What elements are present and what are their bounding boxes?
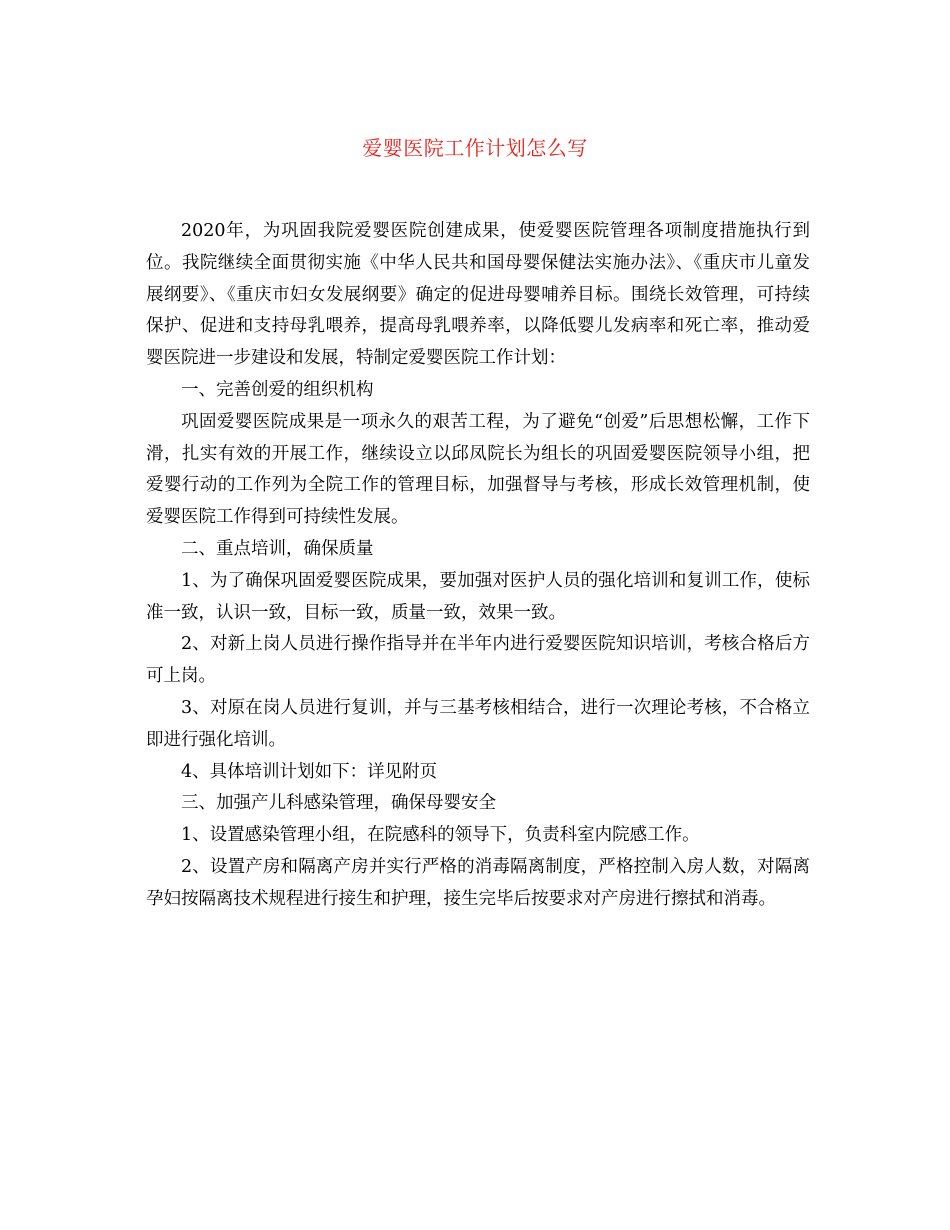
section-heading-1: 一、完善创爱的组织机构 xyxy=(181,379,374,400)
list-item-2-3: 3、对原在岗人员进行复训，并与三基考核相结合，进行一次理论考核，不合格立即进行强化培训。 xyxy=(146,697,810,750)
list-item-3-2: 2、设置产房和隔离产房并实行严格的消毒隔离制度，严格控制入房人数，对隔离孕妇按隔离技术规程进行接生和护理，接生完毕后按要求对产房进行擦拭和消毒。 xyxy=(146,856,810,909)
document-body xyxy=(146,216,810,916)
list-item-2-4: 4、具体培训计划如下：详见附页 xyxy=(181,761,438,782)
list-item-2-2: 2、对新上岗人员进行操作指导并在半年内进行爱婴医院知识培训，考核合格后方可上岗。 xyxy=(146,634,810,687)
list-item-2-1: 1、为了确保巩固爱婴医院成果，要加强对医护人员的强化培训和复训工作，使标准一致，认识一致，目标一致，质量一致，效果一致。 xyxy=(146,570,810,623)
paragraph-section-1: 巩固爱婴医院成果是一项永久的艰苦工程，为了避免“创爱”后思想松懈，工作下滑，扎实有效的开展工作，继续设立以邱凤院长为组长的巩固爱婴医院领导小组，把爱婴行动的工作列为全院工作的管理目标，加强督导与考核，形成长效管理机制，使爱婴医院工作得到可持续性发展。 xyxy=(146,411,810,528)
paragraph-intro: 2020年，为巩固我院爱婴医院创建成果，使爱婴医院管理各项制度措施执行到位。我院继续全面贯彻实施《中华人民共和国母婴保健法实施办法》、《重庆市儿童发展纲要》、《重庆市妇女发展纲要》确定的促进母婴哺养目标。围绕长效管理，可持续保护、促进和支持母乳喂养，提高母乳喂养率，以降低婴儿发病率和死亡率，推动爱婴医院进一步建设和发展，特制定爱婴医院工作计划： xyxy=(146,221,810,369)
section-heading-2: 二、重点培训，确保质量 xyxy=(181,538,374,559)
section-heading-3: 三、加强产儿科感染管理，确保母婴安全 xyxy=(181,793,496,814)
document-title: 爱婴医院工作计划怎么写 xyxy=(362,136,588,160)
list-item-3-1: 1、设置感染管理小组，在院感科的领导下，负责科室内院感工作。 xyxy=(181,825,700,846)
